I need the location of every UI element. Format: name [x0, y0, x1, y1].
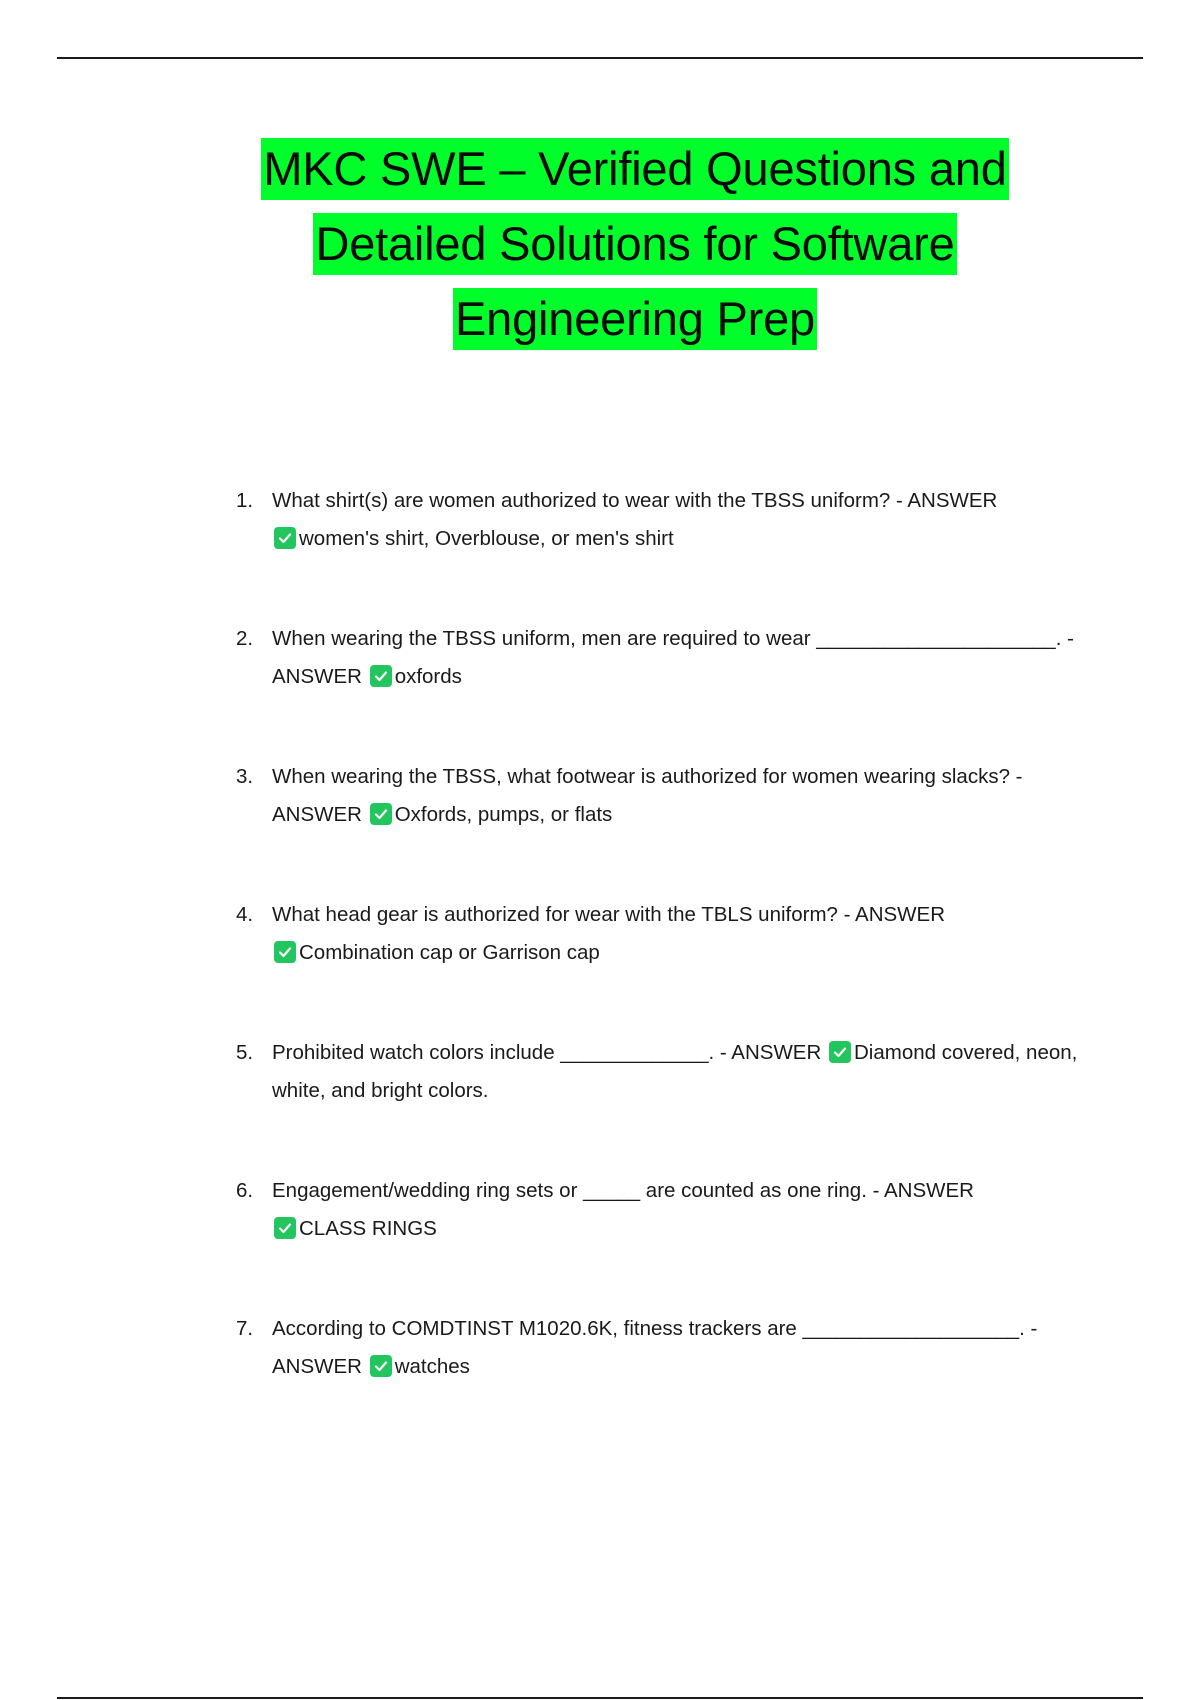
question-item-5 [232, 1034, 1092, 1110]
question-text: What head gear is authorized for wear with the TBLS uniform? - ANSWER [272, 903, 946, 926]
question-number: 2. [236, 627, 254, 650]
check-icon [274, 1217, 296, 1239]
answer-text: Diamond covered, neon, white, and bright colors. [272, 1041, 1078, 1102]
question-text: What shirt(s) are women authorized to wear with the TBSS uniform? - ANSWER [272, 489, 998, 512]
answer-text: CLASS RINGS [299, 1217, 437, 1240]
answer-text: Oxfords, pumps, or flats [394, 803, 613, 826]
answer-text: oxfords [394, 665, 462, 688]
check-icon [370, 665, 392, 687]
answer-text: watches [394, 1355, 470, 1378]
question-item-4 [232, 896, 1092, 972]
question-number: 4. [236, 903, 254, 926]
question-text: When wearing the TBSS uniform, men are required to wear _____________________. - ANSWER [272, 627, 1074, 688]
question-number: 7. [236, 1317, 254, 1340]
check-icon [370, 803, 392, 825]
check-icon [274, 941, 296, 963]
check-icon [370, 1355, 392, 1377]
answer-text: Combination cap or Garrison cap [299, 941, 600, 964]
question-number: 3. [236, 765, 254, 788]
question-number: 5. [236, 1041, 254, 1064]
title-line-3: Engineering Prep [453, 288, 817, 350]
question-item-3 [232, 758, 1092, 834]
title-line-1: MKC SWE – Verified Questions and [261, 138, 1008, 200]
question-number: 1. [236, 489, 254, 512]
question-item-2 [232, 620, 1092, 696]
question-text: According to COMDTINST M1020.6K, fitness trackers are ___________________. - ANSWER [272, 1317, 1038, 1378]
title-line-2: Detailed Solutions for Software [313, 213, 956, 275]
question-text: When wearing the TBSS, what footwear is authorized for women wearing slacks? - ANSWER [272, 765, 1023, 826]
check-icon [829, 1041, 851, 1063]
question-text: Prohibited watch colors include _____________. - ANSWER [272, 1041, 822, 1064]
check-icon [274, 527, 296, 549]
bottom-rule [57, 1697, 1143, 1699]
question-item-1 [232, 482, 1092, 558]
top-rule [57, 57, 1143, 59]
answer-text: women's shirt, Overblouse, or men's shirt [299, 527, 674, 550]
question-item-6 [232, 1172, 1092, 1248]
question-text: Engagement/wedding ring sets or _____ are counted as one ring. - ANSWER [272, 1179, 974, 1202]
question-list [232, 482, 1092, 1386]
question-number: 6. [236, 1179, 254, 1202]
document-title [100, 138, 1170, 363]
question-item-7 [232, 1310, 1092, 1386]
